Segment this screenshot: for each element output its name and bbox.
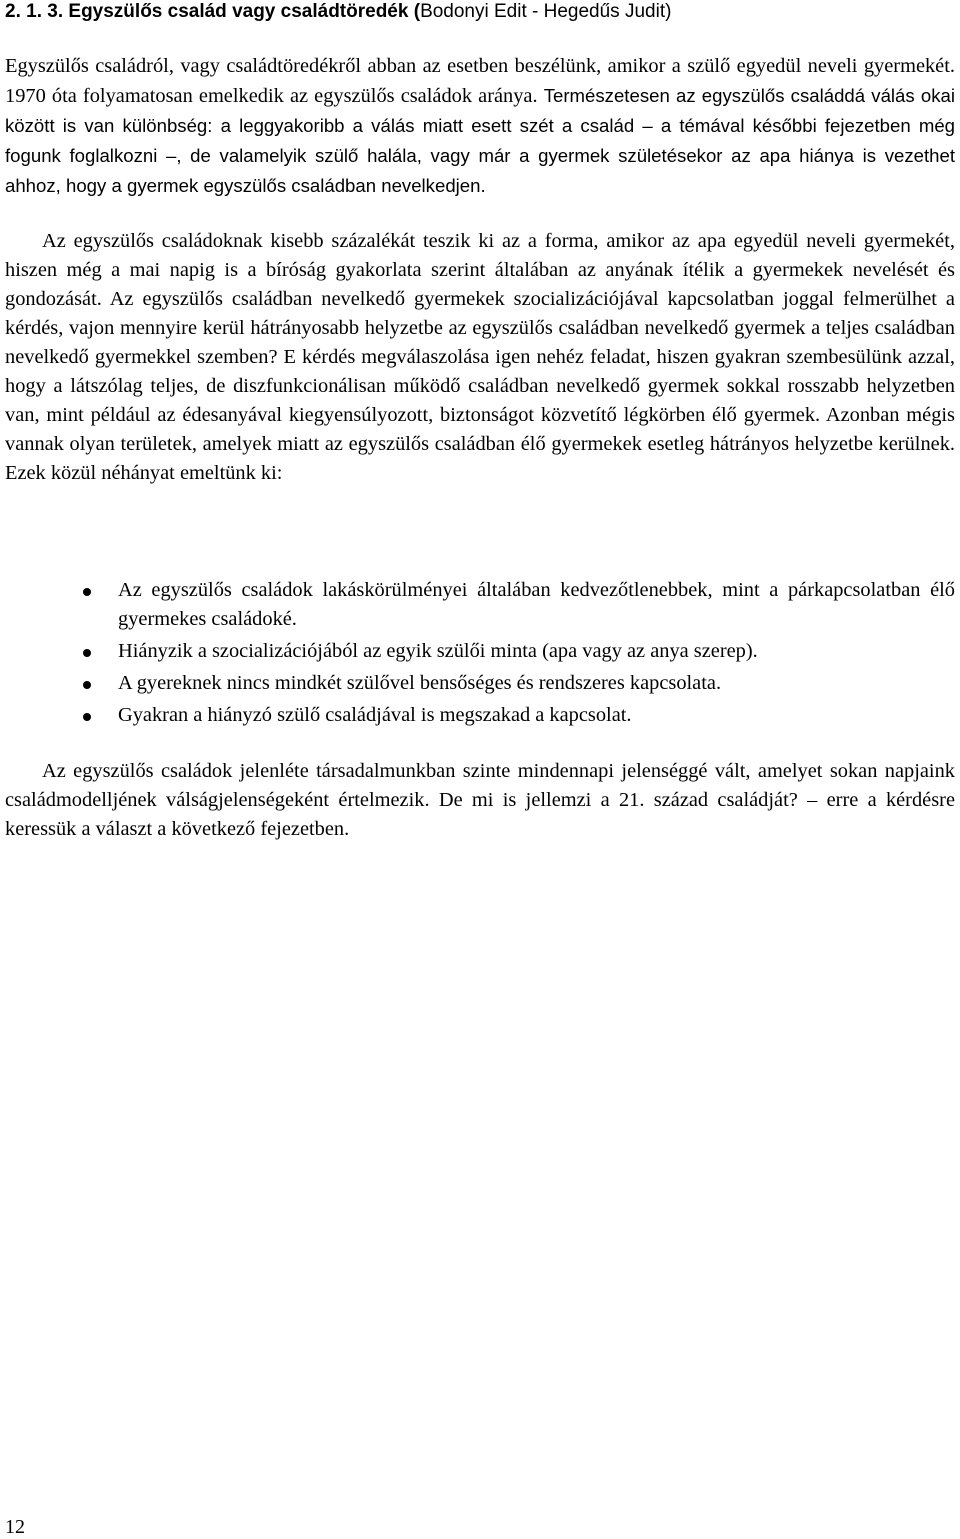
list-item-text: Az egyszülős családok lakáskörülményei általában kedvezőtlenebbek, mint a párkapcsolatban élő gyermekes családoké. [118,579,955,630]
list-item [5,576,955,634]
section-number: 2. 1. 3. [5,1,64,22]
paragraph-intro-serif: Egyszülős családról, vagy családtöredékről abban az esetben beszélünk, amikor a szülő egyedül neveli gyermekét. 1970 óta folyamatosan emelkedik az egyszülős családok aránya. [5,55,955,107]
document-page [5,0,955,840]
page-number: 12 [5,1516,25,1538]
list-item [5,669,955,698]
list-item-text: Hiányzik a szocializációjából az egyik szülői minta (apa vagy az anya szerep). [118,640,758,662]
list-item [5,637,955,666]
section-heading [5,0,955,24]
disadvantages-list [5,576,955,733]
bullet-icon [83,681,91,689]
paragraph-single-parent: Az egyszülős családoknak kisebb százalékát teszik ki az a forma, amikor az apa egyedül neveli gyermekét, hiszen még a mai napig is a bíróság gyakorlata szerint általában az anyának ítélik a gyermekek nevelését és gondozását. Az egyszülős családban nevelkedő gyermekek szocializációjával kapcsolatban joggal felmerülhet a kérdés, vajon mennyire kerül hátrányosabb helyzetbe az egyszülős családban nevelkedő gyermek a teljes családban nevelkedő gyermekkel szemben? E kérdés megválaszolása igen nehéz feladat, hiszen gyakran szembesülünk azzal, hogy a látszólag teljes, de diszfunkcionálisan működő családban nevelkedő gyermek sokkal rosszabb helyzetben van, mint például az édesanyával kiegyensúlyozott, biztonságot közvetítő légkörben élő gyermek. Azonban mégis vannak olyan területek, amelyek miatt az egyszülős családban élő gyermekek esetleg hátrányos helyzetbe kerülnek. Ezek közül néhányat emeltünk ki: [5,230,955,484]
list-item [5,701,955,730]
section-title: Egyszülős család vagy családtöredék ( [68,1,421,22]
paragraph-intro [5,52,955,201]
section-authors: Bodonyi Edit - Hegedűs Judit) [420,1,672,22]
list-item-text: Gyakran a hiányzó szülő családjával is megszakad a kapcsolat. [118,704,632,726]
paragraph-conclusion: Az egyszülős családok jelenléte társadalmunkban szinte mindennapi jelenséggé vált, amelyet sokan napjaink családmodelljének válságjelenségeként értelmezik. De mi is jellemzi a 21. század családját? – erre a kérdésre keressük a választ a következő fejezetben. [5,760,955,840]
list-item-text: A gyereknek nincs mindkét szülővel bensőséges és rendszeres kapcsolata. [118,672,722,694]
bullet-icon [83,588,91,596]
bullet-icon [83,713,91,721]
paragraph-intro-sans: Természetesen az egyszülős családdá válás okai között is van különbség: a leggyakoribb a válás miatt esett szét a család – a témával későbbi fejezetben még fogunk foglalkozni –, de valamelyik szülő halála, vagy már a gyermek születésekor az apa hiánya is vezethet ahhoz, hogy a gyermek egyszülős családban nevelkedjen. [5,85,955,196]
bullet-icon [83,649,91,657]
